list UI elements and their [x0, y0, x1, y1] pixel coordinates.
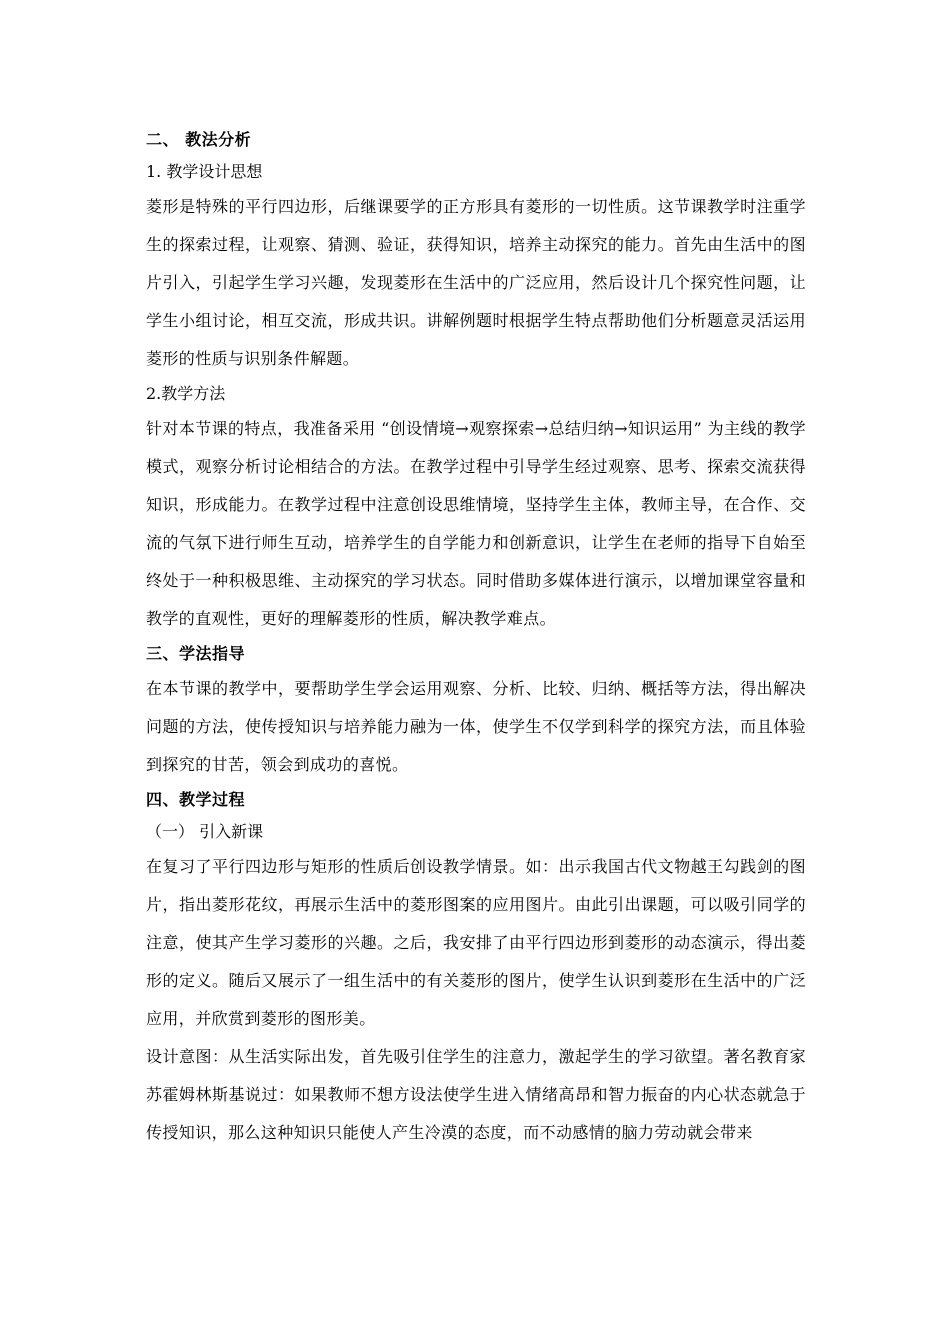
paragraph-teaching-method: 针对本节课的特点，我准备采用 “创设情境→观察探索→总结归纳→知识运用” 为主线的教学模式，观察分析讨论相结合的方法。在教学过程中引导学生经过观察、思考、探索交流获得知识，形成能力。在教学过程中注意创设思维情境，坚持学生主体，教师主导，在合作、交流的气氛下进行师生互动，培养学生的自学能力和创新意识，让学生在老师的指导下自始至终处于一种积极思维、主动探究的学习状态。同时借助多媒体进行演示，以增加课堂容量和教学的直观性，更好的理解菱形的性质，解决教学难点。 [146, 419, 806, 628]
subheading-teaching-method: 2.教学方法 [146, 384, 226, 403]
document-body [146, 124, 806, 1152]
paragraph-study-guidance: 在本节课的教学中，要帮助学生学会运用观察、分析、比较、归纳、概括等方法，得出解决问题的方法，使传授知识与培养能力融为一体，使学生不仅学到科学的探究方法，而且体验到探究的甘苦，领会到成功的喜悦。 [146, 679, 806, 774]
section-heading-teaching-process: 四、教学过程 [146, 790, 246, 809]
section-heading-study-guidance: 三、学法指导 [146, 644, 246, 663]
subheading-introduce-new-lesson: （一） 引入新课 [146, 822, 264, 841]
paragraph-design-intent: 设计意图：从生活实际出发，首先吸引住学生的注意力，激起学生的学习欲望。著名教育家苏霍姆林斯基说过：如果教师不想方设法使学生进入情绪高昂和智力振奋的内心状态就急于传授知识，那么这种知识只能使人产生冷漠的态度，而不动感情的脑力劳动就会带来 [146, 1047, 806, 1142]
section-heading-teaching-method-analysis: 二、 教法分析 [146, 130, 252, 149]
paragraph-introduce-new-lesson: 在复习了平行四边形与矩形的性质后创设教学情景。如：出示我国古代文物越王勾践剑的图片，指出菱形花纹，再展示生活中的菱形图案的应用图片。由此引出课题，可以吸引同学的注意，使其产生学习菱形的兴趣。之后，我安排了由平行四边形到菱形的动态演示，得出菱形的定义。随后又展示了一组生活中的有关菱形的图片，使学生认识到菱形在生活中的广泛应用，并欣赏到菱形的图形美。 [146, 857, 806, 1028]
paragraph-design-thought: 菱形是特殊的平行四边形，后继课要学的正方形具有菱形的一切性质。这节课教学时注重学生的探索过程，让观察、猜测、验证，获得知识，培养主动探究的能力。首先由生活中的图片引入，引起学生学习兴趣，发现菱形在生活中的广泛应用，然后设计几个探究性问题，让学生小组讨论，相互交流，形成共识。讲解例题时根据学生特点帮助他们分析题意灵活运用菱形的性质与识别条件解题。 [146, 197, 806, 368]
subheading-design-thought: 1. 教学设计思想 [146, 162, 263, 181]
